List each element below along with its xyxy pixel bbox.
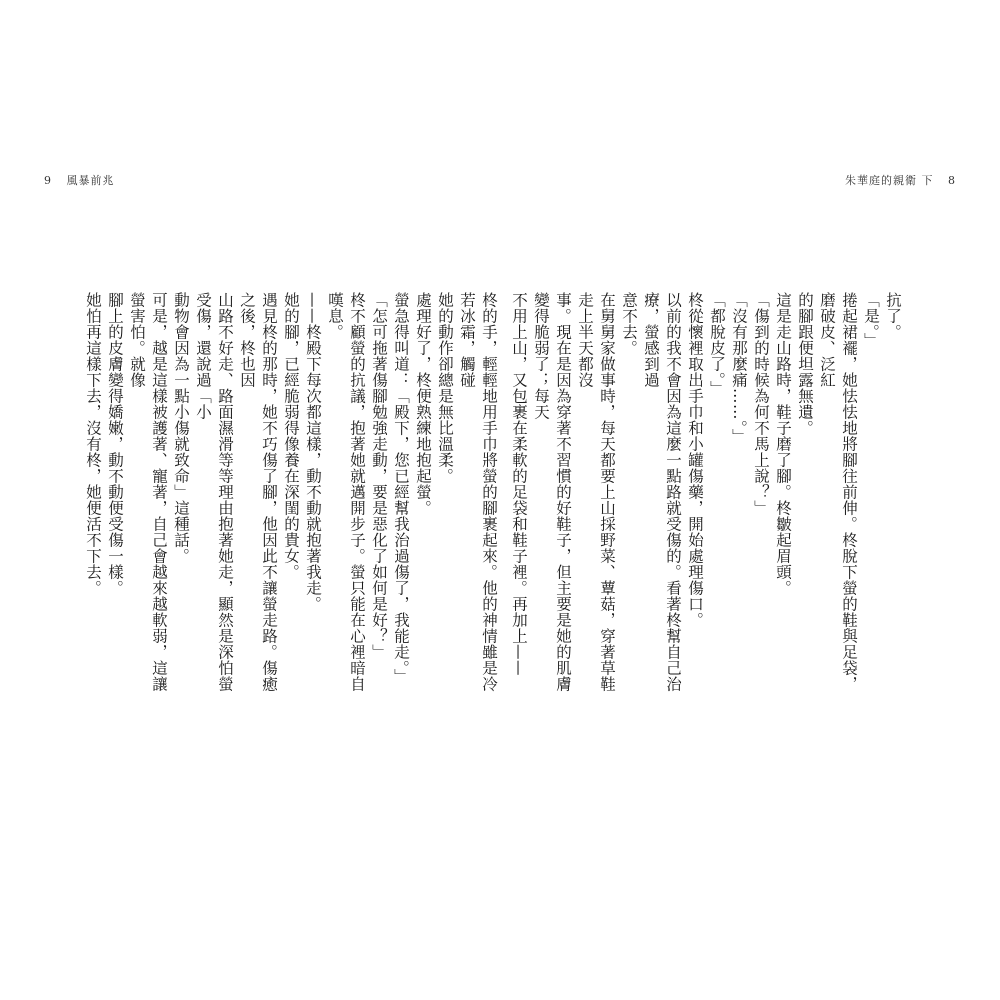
text-line: 的腳跟便坦露無遺。 [796,292,814,436]
text-line: 腳上的皮膚變得嬌嫩，動不動便受傷一樣。 [106,292,124,596]
text-line: 在舅舅家做事時，每天都要上山採野菜、蕈菇，穿著草鞋走上半天都沒 [576,292,616,692]
text-line: 「怎可拖著傷腳勉強走動，要是惡化了如何是好？」 [370,292,388,660]
text-line: 遇見柊的那時，她不巧傷了腳，他因此不讓螢走路。傷癒之後，柊也因 [238,292,278,692]
text-line: 可是，越是這樣被護著、寵著，自己會越來越軟弱，這讓螢害怕。就像 [128,292,168,692]
text-line: 山路不好走、路面濕滑等等理由抱著她走，顯然是深怕螢受傷，還說過「小 [194,292,234,692]
text-line: 她的動作卻總是無比溫柔。 [436,292,454,484]
text-line: 不用上山，又包裹在柔軟的足袋和鞋子裡。再加上—— [510,292,528,676]
text-line: 意不去。 [620,292,638,356]
text-line: 「沒有那麼痛……。」 [730,292,748,445]
text-line: 這是走山路時，鞋子磨了腳。柊皺起眉頭。 [774,292,792,596]
left-page-header [34,172,115,188]
right-running-title: 朱華庭的親衛 下 [845,174,934,187]
text-line: 柊從懷裡取出手巾和小罐傷藥，開始處理傷口。 [686,292,704,628]
text-line: 柊不顧螢的抗議，抱著她就邁開步子。螢只能在心裡暗自嘆息。 [326,292,366,692]
text-line: 「傷到的時候為何不馬上說？」 [752,292,770,516]
text-line: 她怕再這樣下去，沒有柊，她便活不下去。 [84,292,102,596]
text-line: 「是。」 [862,292,880,349]
text-line: 以前的我不會因為這麼一點路就受傷的。看著柊幫自己治療，螢感到過 [642,292,682,692]
text-line: 捲起裙襬，她怯怯地將腳往前伸。柊脫下螢的鞋與足袋，磨破皮、泛紅 [818,292,858,692]
text-line: 「都脫皮了。」 [708,292,726,397]
text-line: ——柊殿下每次都這樣，動不動就抱著我走。 [304,292,322,612]
text-line: 抗了。 [884,292,902,340]
text-line: 柊的手，輕輕地用手巾將螢的腳裹起來。他的神情雖是冷若冰霜，觸碰 [458,292,498,692]
right-page-header [845,172,966,188]
left-page-number: 9 [44,174,52,187]
text-line: 事。現在是因為穿著不習慣的好鞋子，但主要是她的肌膚變得脆弱了；每天 [532,292,572,692]
text-line: 她的腳，已經脆弱得像養在深閨的貴女。 [282,292,300,580]
left-page-text [80,292,500,692]
text-line: 處理好了，柊便熟練地抱起螢。 [414,292,432,516]
right-page-number: 8 [948,174,956,187]
text-line: 動物會因為一點小傷就致命」這種話。 [172,292,190,564]
text-line: 螢急得叫道：「殿下，您已經幫我治過傷了，我能走。」 [392,292,410,685]
left-running-title: 風暴前兆 [66,174,115,187]
